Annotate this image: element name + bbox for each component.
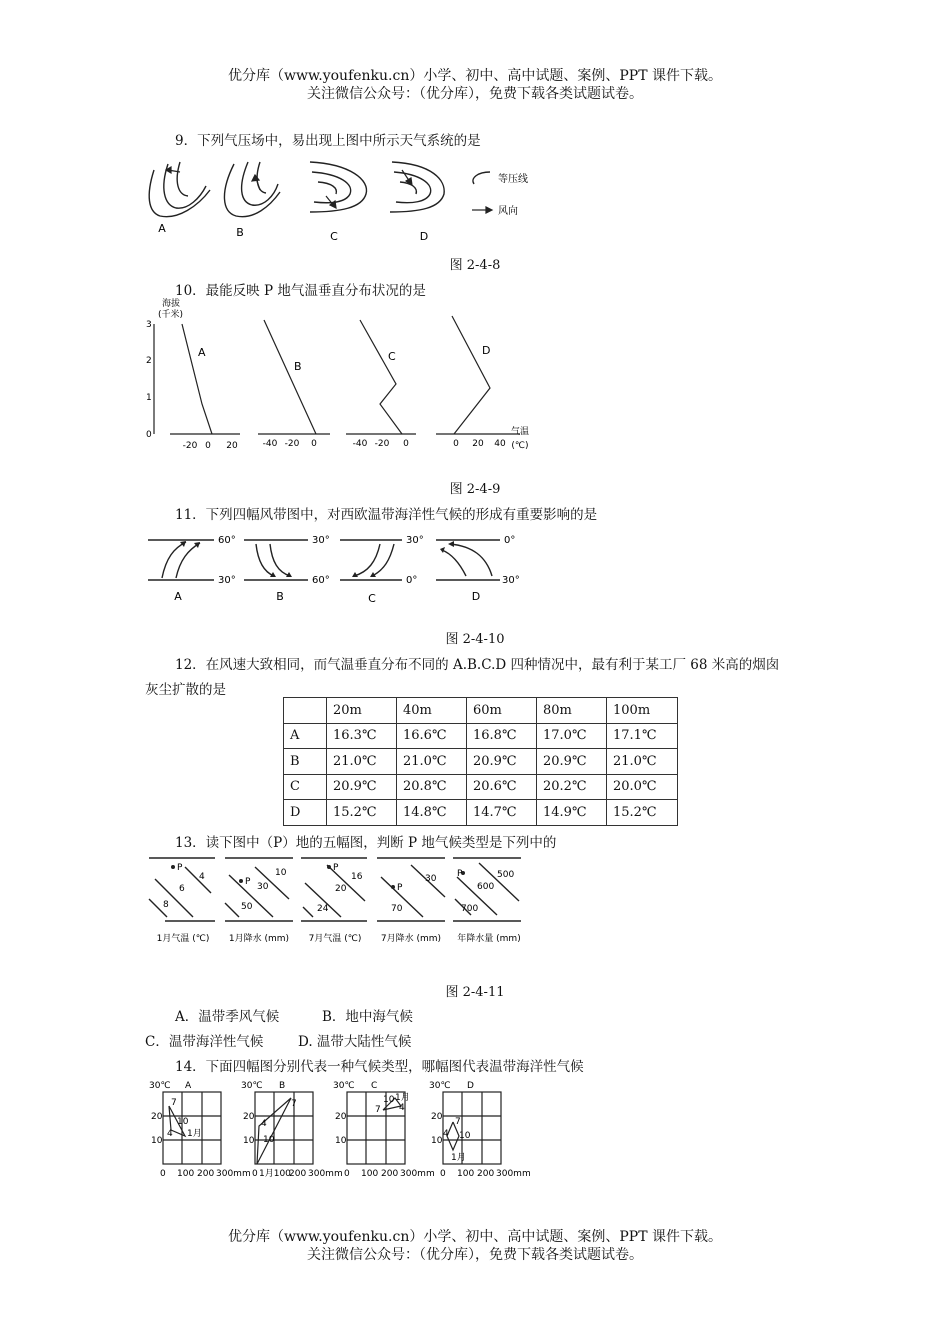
table-cell: 21.0℃ [607, 749, 678, 775]
x-tick: -40 [352, 439, 368, 449]
caption-2-4-9: 图 2-4-9 [449, 482, 501, 497]
isoline-label: 16 [351, 872, 363, 882]
legend-wind: 风向 [498, 206, 518, 217]
table-row [284, 774, 678, 800]
q9-label-a: A [158, 222, 166, 235]
q14-unit: 30℃ [429, 1081, 451, 1091]
table-cell: 21.0℃ [397, 749, 467, 775]
y-tick: 1 [146, 393, 152, 403]
figure-q14-climate-charts [145, 1078, 530, 1182]
table-header: 40m [397, 698, 467, 724]
option-a: A．温带季风气候 [175, 1009, 280, 1025]
table-cell: 20.0℃ [607, 774, 678, 800]
q10-label-b: B [294, 360, 302, 373]
header-line-1: 优分库（www.youfenku.cn）小学、初中、高中试题、案例、PPT 课件下载。 [227, 68, 722, 84]
y-tick: 10 [335, 1136, 347, 1146]
month-point: 4 [399, 1103, 405, 1113]
q13-p: P [245, 877, 251, 887]
table-cell: 15.2℃ [607, 800, 678, 826]
legend-isobar: 等压线 [498, 174, 528, 185]
x-tick: 0 [160, 1169, 166, 1179]
isoline-label: 4 [199, 872, 205, 882]
x-tick: 20 [226, 441, 238, 451]
isoline-label: 600 [477, 882, 495, 892]
option-b: B．地中海气候 [322, 1009, 413, 1025]
x-tick: 300mm [496, 1169, 531, 1179]
table-cell: 15.2℃ [327, 800, 397, 826]
caption-2-4-10: 图 2-4-10 [445, 632, 505, 647]
table-cell: 17.1℃ [607, 723, 678, 749]
table-cell: 14.7℃ [467, 800, 537, 826]
q14-label-b: B [279, 1081, 286, 1091]
x-tick: 100 [177, 1169, 195, 1179]
month-point: 10 [459, 1131, 471, 1141]
question-12-line-2: 灰尘扩散的是 [145, 682, 226, 698]
q13-panel-caption: 7月气温 (℃) [308, 934, 362, 944]
table-row [284, 749, 678, 775]
x-tick: 0 [252, 1169, 258, 1179]
y-tick: 20 [243, 1112, 255, 1122]
figure-2-4-11 [145, 853, 525, 948]
x-tick: 0 [453, 439, 459, 449]
isoline-label: 30 [425, 874, 437, 884]
x-tick: 200 [197, 1169, 215, 1179]
q11-label-b: B [276, 590, 284, 603]
table-header [284, 698, 327, 724]
y-tick: 10 [431, 1136, 443, 1146]
q11-label-d: D [471, 590, 481, 603]
x-tick: 0 [311, 439, 317, 449]
x-tick: -20 [182, 441, 198, 451]
table-row [284, 800, 678, 826]
temperature-table [283, 697, 678, 826]
q13-panel-caption: 7月降水 (mm) [380, 934, 442, 944]
header-line-2: 关注微信公众号：（优分库），免费下载各类试题试卷。 [307, 86, 643, 102]
x-tick: 1月100 [259, 1169, 291, 1179]
q11-label-c: C [368, 592, 376, 605]
table-cell: 17.0℃ [537, 723, 607, 749]
q9-label-b: B [236, 226, 244, 239]
isoline-label: 20 [335, 884, 347, 894]
q14-unit: 30℃ [149, 1081, 171, 1091]
month-point: 10 [263, 1135, 275, 1145]
q9-label-c: C [330, 230, 338, 243]
x-tick: -40 [262, 439, 278, 449]
table-header: 100m [607, 698, 678, 724]
question-12-line-1: 12．在风速大致相同，而气温垂直分布不同的 A.B.C.D 四种情况中，最有利于某工厂 68 米高的烟囱 [175, 657, 780, 673]
table-cell: A [284, 723, 327, 749]
x-tick: -20 [284, 439, 300, 449]
q10-label-c: C [388, 350, 396, 363]
month-point: 4 [261, 1119, 267, 1129]
isoline-label: 500 [497, 870, 515, 880]
q13-p: P [177, 863, 183, 873]
table-cell: 14.8℃ [397, 800, 467, 826]
q13-p: P [397, 883, 403, 893]
table-cell: 20.6℃ [467, 774, 537, 800]
table-cell: 20.8℃ [397, 774, 467, 800]
table-cell: 21.0℃ [327, 749, 397, 775]
y-tick: 10 [243, 1136, 255, 1146]
latitude-label: 60° [312, 575, 330, 586]
q14-unit: 30℃ [333, 1081, 355, 1091]
table-cell: 16.6℃ [397, 723, 467, 749]
figure-2-4-8 [140, 150, 540, 250]
month-point: 1月 [187, 1129, 202, 1139]
x-tick: 200 [477, 1169, 495, 1179]
figure-2-4-9 [140, 296, 540, 456]
y-tick: 0 [146, 430, 152, 440]
isoline-label: 70 [391, 904, 403, 914]
table-cell: D [284, 800, 327, 826]
x-tick: 100 [361, 1169, 379, 1179]
month-point: 7 [291, 1099, 297, 1109]
q10-label-a: A [198, 346, 206, 359]
caption-2-4-11: 图 2-4-11 [445, 985, 505, 1000]
y-tick: 2 [146, 356, 152, 366]
month-point: 4 [443, 1129, 449, 1139]
isoline-label: 30 [257, 882, 269, 892]
table-cell: 14.9℃ [537, 800, 607, 826]
x-tick: -20 [374, 439, 390, 449]
table-cell: 20.2℃ [537, 774, 607, 800]
footer-line-1: 优分库（www.youfenku.cn）小学、初中、高中试题、案例、PPT 课件下载。 [227, 1229, 722, 1245]
y-title-unit: (千米) [158, 310, 184, 320]
table-cell: 16.3℃ [327, 723, 397, 749]
table-header: 60m [467, 698, 537, 724]
figure-2-4-10 [140, 528, 540, 606]
x-title-unit: (℃) [511, 441, 529, 451]
x-tick: 300mm [216, 1169, 251, 1179]
isoline-label: 50 [241, 902, 253, 912]
isoline-label: 700 [461, 904, 479, 914]
q14-label-c: C [371, 1081, 378, 1091]
q13-p: P [457, 869, 463, 879]
y-tick: 20 [431, 1112, 443, 1122]
option-d: D. 温带大陆性气候 [298, 1034, 412, 1050]
isoline-label: 24 [317, 904, 329, 914]
latitude-label: 0° [406, 575, 418, 586]
x-tick: 200 [381, 1169, 399, 1179]
table-header: 20m [327, 698, 397, 724]
table-header-row [284, 698, 678, 724]
question-14: 14．下面四幅图分别代表一种气候类型，哪幅图代表温带海洋性气候 [175, 1059, 584, 1075]
y-tick: 10 [151, 1136, 163, 1146]
y-title-altitude: 海拔 [162, 299, 181, 309]
x-tick: 300mm [308, 1169, 343, 1179]
x-tick: 300mm [400, 1169, 435, 1179]
latitude-label: 30° [312, 535, 330, 546]
q13-p: P [333, 863, 339, 873]
month-point: 10 [177, 1117, 189, 1127]
q13-panel-caption: 1月降水 (mm) [228, 934, 290, 944]
q14-label-d: D [467, 1081, 474, 1091]
month-point: 10 [383, 1095, 395, 1105]
isoline-label: 10 [275, 868, 287, 878]
x-tick: 40 [494, 439, 506, 449]
table-cell: 20.9℃ [467, 749, 537, 775]
q11-label-a: A [174, 590, 182, 603]
q14-unit: 30℃ [241, 1081, 263, 1091]
latitude-label: 30° [218, 575, 236, 586]
y-tick: 3 [146, 320, 152, 330]
q9-label-d: D [419, 230, 429, 243]
q10-label-d: D [482, 344, 491, 357]
month-point: 4 [167, 1129, 173, 1139]
q14-label-a: A [185, 1081, 192, 1091]
month-point: 1月 [395, 1093, 410, 1103]
table-cell: C [284, 774, 327, 800]
table-cell: 20.9℃ [327, 774, 397, 800]
isoline-label: 6 [179, 884, 185, 894]
month-point: 7 [455, 1117, 461, 1127]
month-point: 1月 [451, 1153, 466, 1163]
question-13: 13．读下图中（P）地的五幅图，判断 P 地气候类型是下列中的 [175, 835, 557, 851]
x-tick: 0 [344, 1169, 350, 1179]
footer-line-2: 关注微信公众号：（优分库），免费下载各类试题试卷。 [307, 1247, 643, 1263]
y-tick: 20 [151, 1112, 163, 1122]
y-tick: 20 [335, 1112, 347, 1122]
latitude-label: 0° [504, 535, 516, 546]
x-tick: 0 [403, 439, 409, 449]
caption-2-4-8: 图 2-4-8 [449, 258, 501, 273]
x-tick: 0 [205, 441, 211, 451]
table-cell: B [284, 749, 327, 775]
x-tick: 200 [289, 1169, 307, 1179]
table-header: 80m [537, 698, 607, 724]
question-9: 9．下列气压场中，易出现上图中所示天气系统的是 [175, 133, 481, 149]
q13-panel-caption: 年降水量 (mm) [457, 934, 521, 944]
latitude-label: 30° [406, 535, 424, 546]
x-tick: 20 [472, 439, 484, 449]
latitude-label: 60° [218, 535, 236, 546]
table-row [284, 723, 678, 749]
x-tick: 0 [440, 1169, 446, 1179]
x-title-temp: 气温 [510, 427, 530, 437]
question-10: 10．最能反映 P 地气温垂直分布状况的是 [175, 283, 426, 299]
q13-panel-caption: 1月气温 (℃) [156, 934, 210, 944]
option-c: C．温带海洋性气候 [145, 1034, 264, 1050]
table-cell: 20.9℃ [537, 749, 607, 775]
x-tick: 100 [457, 1169, 475, 1179]
latitude-label: 30° [502, 575, 520, 586]
isoline-label: 8 [163, 900, 169, 910]
question-11: 11．下列四幅风带图中，对西欧温带海洋性气候的形成有重要影响的是 [175, 507, 598, 523]
month-point: 7 [375, 1105, 381, 1115]
month-point: 7 [171, 1098, 177, 1108]
table-cell: 16.8℃ [467, 723, 537, 749]
